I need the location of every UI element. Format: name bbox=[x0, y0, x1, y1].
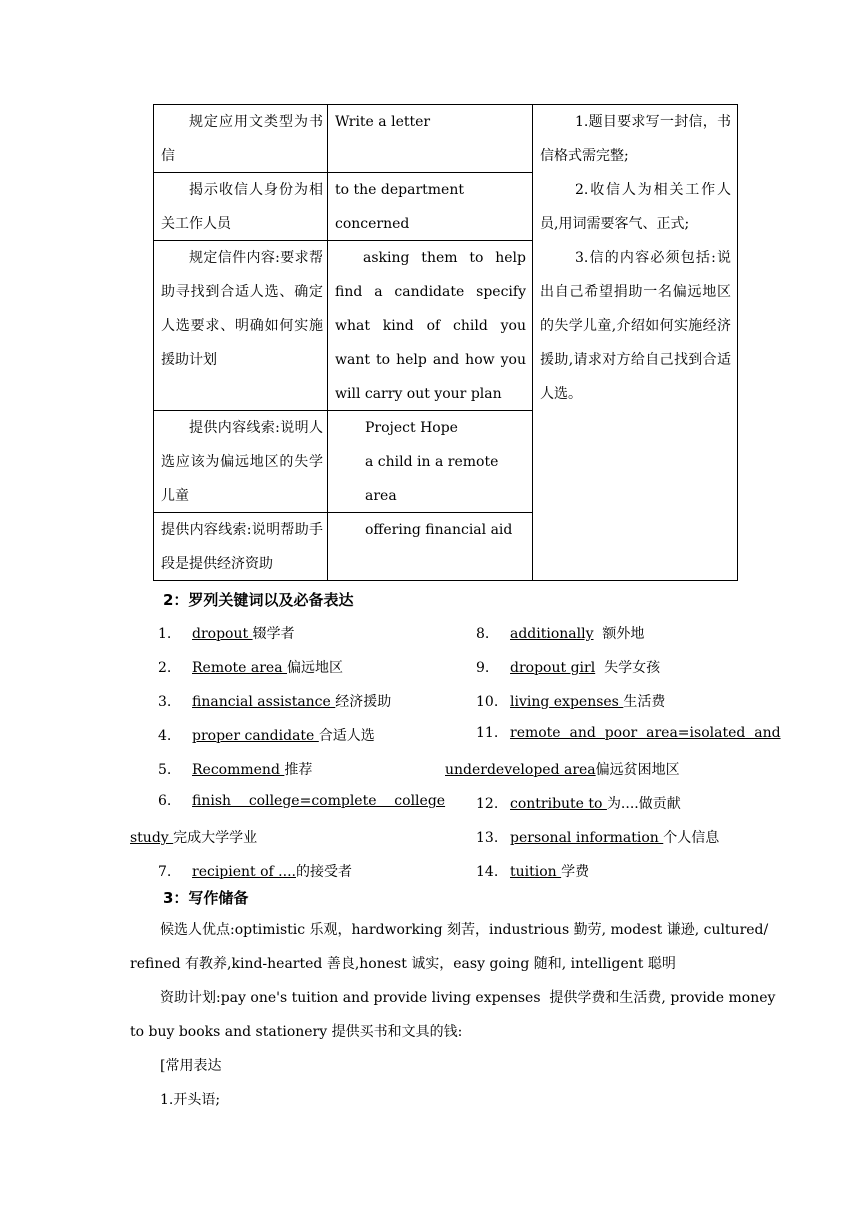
note-1: 1.题目要求写一封信，书信格式需完整; bbox=[540, 114, 731, 164]
list-item: 5. Recommend 推荐 bbox=[158, 762, 313, 778]
section-3-title: 3：写作储备 bbox=[163, 889, 249, 907]
list-item: 6. finish college=complete college bbox=[158, 793, 446, 809]
table-row-2-requirement: 揭示收信人身份为相关工作人员 bbox=[161, 182, 323, 232]
list-item: 7. recipient of ....的接受者 bbox=[158, 864, 352, 880]
table-row-2-keyword: to the department concerned bbox=[335, 182, 464, 232]
list-item: 11. remote and poor area=isolated and bbox=[476, 725, 781, 741]
list-item: 14. tuition 学费 bbox=[476, 864, 590, 880]
aid-plan-paragraph: 资助计划:pay one's tuition and provide living expenses 提供学费和生活费, provide money to buy books and stationery 提供买书和文具的钱: bbox=[130, 990, 776, 1040]
candidate-qualities-paragraph: 候选人优点:optimistic 乐观，hardworking 刻苦，industrious 勤劳, modest 谦逊, cultured/ refined 有教养,kind-hearted 善良,honest 诚实，easy going 随和, intelligent 聪明 bbox=[130, 922, 769, 972]
list-item: 3. financial assistance 经济援助 bbox=[158, 694, 392, 710]
note-3: 3.信的内容必须包括:说出自己希望捐助一名偏远地区的失学儿童,介绍如何实施经济援助,请求对方给自己找到合适人选。 bbox=[540, 250, 731, 402]
list-item: 13. personal information 个人信息 bbox=[476, 830, 720, 846]
list-item: 2. Remote area 偏远地区 bbox=[158, 660, 344, 676]
table-row-1-keyword: Write a letter bbox=[335, 114, 431, 130]
list-item: 9. dropout girl 失学女孩 bbox=[476, 660, 661, 676]
table-row-3-requirement: 规定信件内容:要求帮助寻找到合适人选、确定人选要求、明确如何实施援助计划 bbox=[161, 250, 323, 368]
list-item-continuation: underdeveloped area偏远贫困地区 bbox=[445, 762, 680, 778]
table-row-4-requirement: 提供内容线索:说明人选应该为偏远地区的失学儿童 bbox=[161, 420, 323, 504]
note-2: 2.收信人为相关工作人员,用词需要客气、正式; bbox=[540, 182, 731, 232]
list-item: 12. contribute to 为....做贡献 bbox=[476, 796, 681, 812]
list-item: 10. living expenses 生活费 bbox=[476, 694, 666, 710]
table-row-5-requirement: 提供内容线索:说明帮助手段是提供经济资助 bbox=[161, 522, 323, 572]
table-row-3-keyword: asking them to help find a candidate specify what kind of child you want to help and how you will carry out your plan bbox=[335, 250, 526, 402]
section-2-title: 2：罗列关键词以及必备表达 bbox=[163, 591, 354, 609]
list-item: 1. dropout 辍学者 bbox=[158, 626, 295, 642]
common-expressions-heading: [常用表达 bbox=[160, 1058, 222, 1074]
table-row-1-requirement: 规定应用文类型为书信 bbox=[161, 114, 323, 164]
analysis-table bbox=[153, 104, 738, 581]
table-row-4-keyword-2: a child in a remote area bbox=[365, 454, 499, 504]
list-item: 4. proper candidate 合适人选 bbox=[158, 728, 375, 744]
table-row-4-keyword-1: Project Hope bbox=[365, 420, 458, 436]
opening-sentence-heading: 1.开头语; bbox=[160, 1092, 221, 1108]
list-item-continuation: study 完成大学学业 bbox=[130, 830, 258, 846]
table-row-5-keyword: offering financial aid bbox=[365, 522, 513, 538]
list-item: 8. additionally 额外地 bbox=[476, 626, 645, 642]
